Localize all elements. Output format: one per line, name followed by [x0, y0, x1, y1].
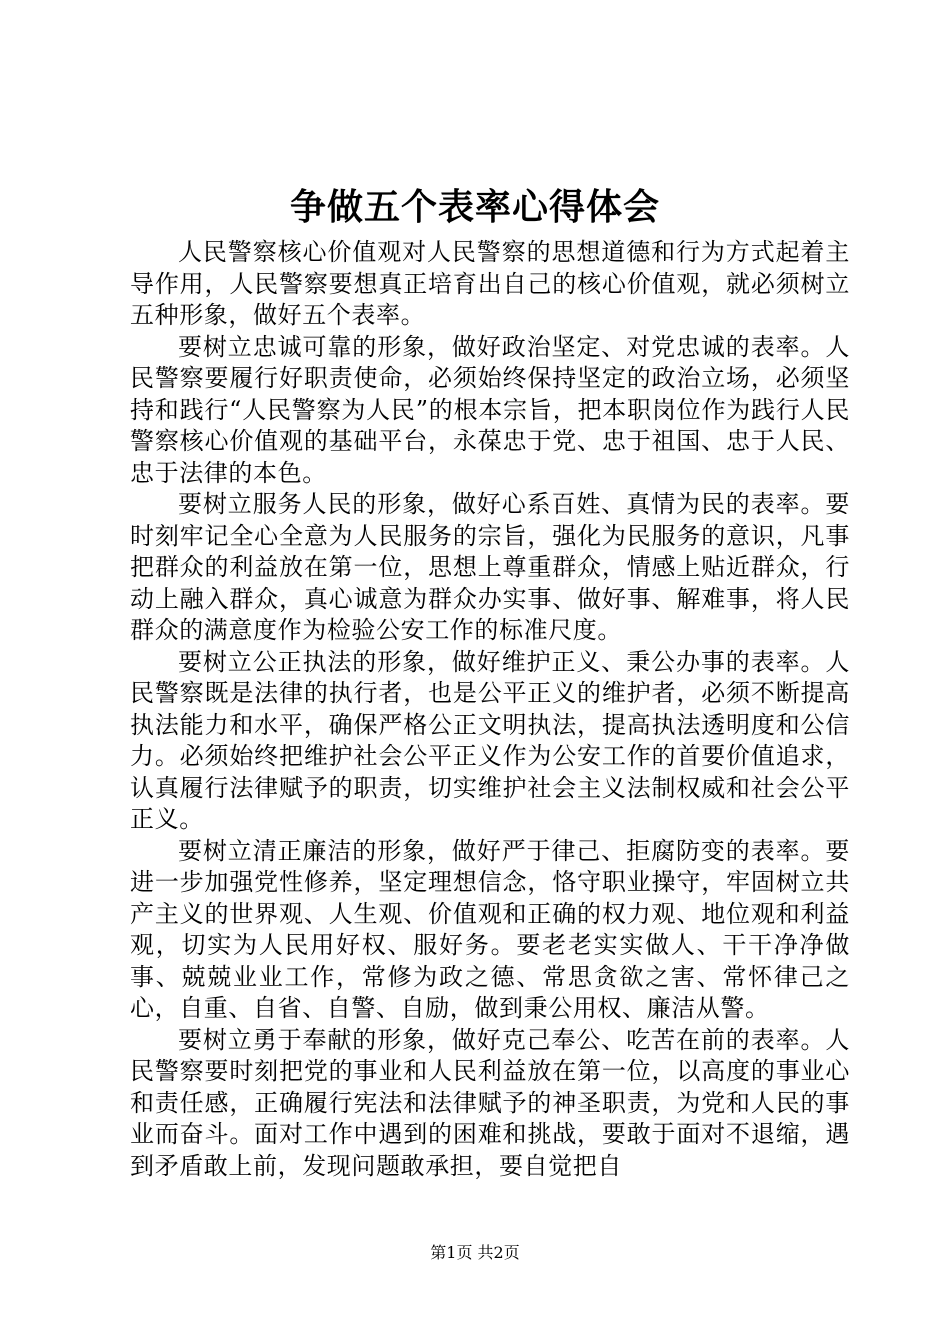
paragraph-justice: 要树立公正执法的形象，做好维护正义、秉公办事的表率。人民警察既是法律的执行者，也是公平正义的维护者，必须不断提高执法能力和水平，确保严格公正文明执法，提高执法透明度和公信力。必须始终把维护社会公平正义作为公安工作的首要价值追求，认真履行法律赋予的职责，切实维护社会主义法制权威和社会公平正义。 — [130, 647, 850, 833]
document-title: 争做五个表率心得体会 — [289, 186, 660, 228]
paragraph-intro: 人民警察核心价值观对人民警察的思想道德和行为方式起着主导作用，人民警察要想真正培育出自己的核心价值观，就必须树立五种形象，做好五个表率。 — [130, 238, 850, 329]
paragraph-integrity: 要树立清正廉洁的形象，做好严于律己、拒腐防变的表率。要进一步加强党性修养，坚定理想信念，恪守职业操守，牢固树立共产主义的世界观、人生观、价值观和正确的权力观、地位观和利益观，切实为人民用好权、服好务。要老老实实做人、干干净净做事、兢兢业业工作，常修为政之德、常思贪欲之害、常怀律己之心，自重、自省、自警、自励，做到秉公用权、廉洁从警。 — [130, 836, 850, 1022]
document-body — [130, 237, 850, 1182]
paragraph-service: 要树立服务人民的形象，做好心系百姓、真情为民的表率。要时刻牢记全心全意为人民服务的宗旨，强化为民服务的意识，凡事把群众的利益放在第一位，思想上尊重群众，情感上贴近群众，行动上融入群众，真心诚意为群众办实事、做好事、解难事，将人民群众的满意度作为检验公安工作的标准尺度。 — [130, 490, 850, 644]
page-footer: 第1页 共2页 — [430, 1243, 520, 1262]
paragraph-loyalty: 要树立忠诚可靠的形象，做好政治坚定、对党忠诚的表率。人民警察要履行好职责使命，必须始终保持坚定的政治立场，必须坚持和践行“人民警察为人民”的根本宗旨，把本职岗位作为践行人民警察核心价值观的基础平台，永葆忠于党、忠于祖国、忠于人民、忠于法律的本色。 — [130, 332, 850, 487]
paragraph-dedication: 要树立勇于奉献的形象，做好克己奉公、吃苦在前的表率。人民警察要时刻把党的事业和人民利益放在第一位，以高度的事业心和责任感，正确履行宪法和法律赋予的神圣职责，为党和人民的事业而奋斗。面对工作中遇到的困难和挑战，要敢于面对不退缩，遇到矛盾敢上前，发现问题敢承担，要自觉把自 — [130, 1025, 850, 1180]
